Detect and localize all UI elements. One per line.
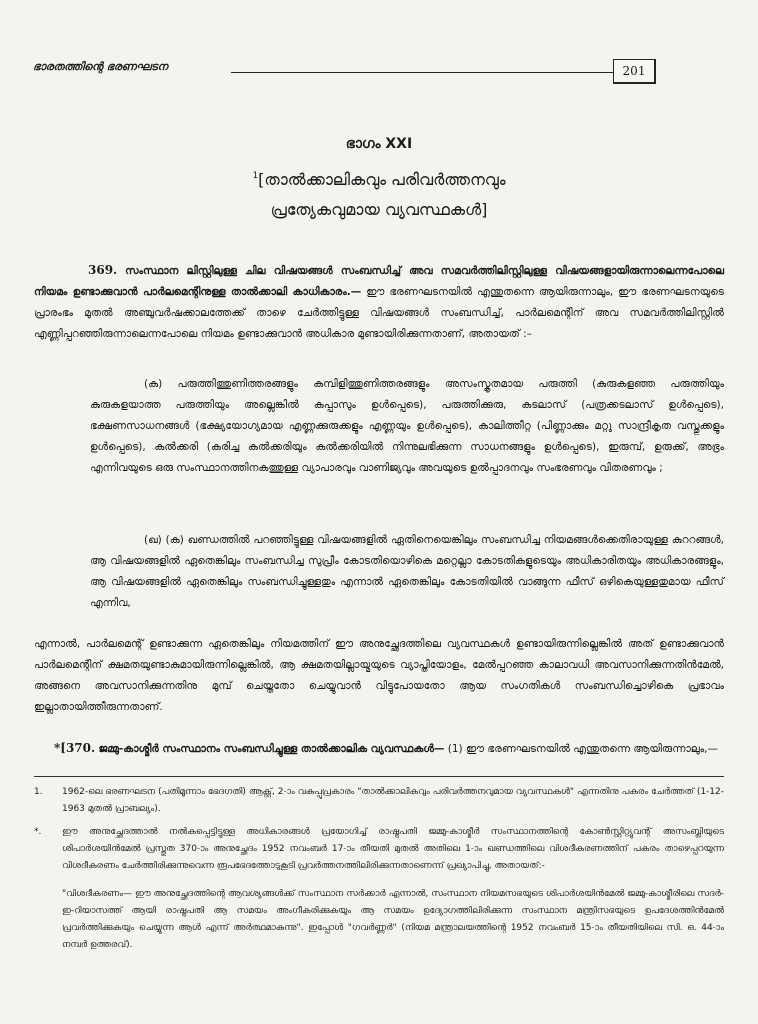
running-title: ഭാരതത്തിന്റെ ഭരണഘടന (33, 60, 168, 73)
running-header (33, 56, 663, 86)
footnote-1-mark: 1. (34, 787, 43, 797)
footnote-1-text: 1962-ലെ ഭരണഘടന (പതിമൂന്നാം ഭേദഗതി) ആക്റ്റ്, 2-ാം വകുപ്പുപ്രകാരം "താൽക്കാലികവും പരിവർത്തനവുമായ വ്യവസ്ഥകൾ" എന്നതിനു പകരം ചേർത്തത് (1-12-1963 മുതൽ പ്രാബല്യം). (62, 787, 724, 814)
footnote-explanation: "വിശദീകരണം— ഈ അനുച്ഛേദത്തിന്റെ ആവശ്യങ്ങൾക്ക് സംസ്ഥാന സർക്കാർ എന്നാൽ, സംസ്ഥാന നിയമസഭയുടെ ശിപാർശയിൻമേൽ ജമ്മു-കാശ്മീരിലെ സദർ-ഇ-റിയാസത്ത് ആയി രാഷ്ട്രപതി ആ സമയം അംഗീകരിക്കുകയും ആ സമയം ഉദ്യോഗത്തിലിരിക്കുന്ന സംസ്ഥാന മന്ത്രിസഭയുടെ ഉപദേശത്തിൻമേൽ പ്രവർത്തിക്കുകയും ചെയ്യുന്ന ആൾ എന്ന് അർത്ഥമാകുന്നു". ഇപ്പോൾ "ഗവർണ്ണർ" (നിയമ മന്ത്രാലയത്തിന്റെ 1952 നവംബർ 15-ാം തീയതിയിലെ സി. ഒ. 44-ാം നമ്പർ ഉത്തരവ്). (62, 889, 724, 950)
footnote-star-text: ഈ അനുച്ഛേദത്താൽ നൽകപ്പെട്ടിട്ടുള്ള അധികാരങ്ങൾ പ്രയോഗിച്ച് രാഷ്ട്രപതി ജമ്മു-കാശ്മീർ സംസ്ഥാനത്തിന്റെ കോൺസ്റ്റിറ്റ്യുവന്റ് അസംബ്ലിയുടെ ശിപാർശയിൻമേൽ പ്രസ്തുത 370-ാം അനുച്ഛേദം 1952 നവംബർ 17-ാം തീയതി മുതൽ അതിലെ 1-ാം ഖണ്ഡത്തിലെ വിശദീകരണത്തിന് പകരം താഴെപ്പറയുന്ന വിശദീകരണം ചേർത്തിരിക്കുന്നുവെന്ന രൂപഭേദത്തോടുകൂടി പ്രവർത്തനത്തിലിരിക്കുന്നതാണെന്ന് പ്രഖ്യാപിച്ചു, അതായത്:- (62, 827, 724, 871)
part-heading-line2: പ്രത്യേകവുമായ വ്യവസ്ഥകൾ] (270, 200, 488, 219)
article-370-text: (1) ഈ ഭരണഘടനയിൽ എന്തുതന്നെ ആയിരുന്നാലും,— (447, 743, 719, 755)
article-369-title: സംസ്ഥാന ലിസ്റ്റിലുള്ള ചില വിഷയങ്ങൾ സംബന്ധിച്ച് അവ സമവർത്തിലിസ്റ്റിലുള്ള വിഷയങ്ങളായിരുന്നാലെന്നപോലെ നിയമം ഉണ്ടാക്കുവാൻ പാർലമെന്റിനുള്ള താൽക്കാലി കാധികാരം.— (34, 265, 724, 298)
heading-line1-text: [താൽക്കാലികവും പരിവർത്തനവും (258, 170, 506, 189)
article-370-title: ജമ്മു-കാശ്മീർ സംസ്ഥാനം സംബന്ധിച്ചുള്ള താൽക്കാലിക വ്യവസ്ഥകൾ— (98, 743, 445, 755)
part-heading-line1 (0, 170, 758, 190)
clause-a: (ക) പരുത്തിത്തുണിത്തരങ്ങളും കമ്പിളിത്തുണിത്തരങ്ങളും അസംസ്കൃതമായ പരുത്തി (കുരുകളഞ്ഞ പരുത്തിയും കുരുകളയാത്ത പരുത്തിയും അല്ലെങ്കിൽ കപ്പാസും ഉൾപ്പെടെ), പരുത്തിക്കുരു, കടലാസ് (പത്രക്കടലാസ് ഉൾപ്പെടെ), ഭക്ഷണസാധനങ്ങൾ (ഭക്ഷ്യയോഗ്യമായ എണ്ണക്കുരുക്കളും എണ്ണയും ഉൾപ്പെടെ), കാലിത്തീറ്റ (പിണ്ണാക്കും മറ്റു സാന്ദ്രീകൃത വസ്തുക്കളും ഉൾപ്പെടെ), കൽക്കരി (കരിച്ച കൽക്കരിയും കൽക്കരിയിൽ നിന്നുലഭിക്കുന്ന സാധനങ്ങളും ഉൾപ്പെടെ), ഇരുമ്പ്, ഉരുക്ക്, അഭ്രം എന്നിവയുടെ ഒരു സംസ്ഥാനത്തിനകത്തുള്ള വ്യാപാരവും വാണിജ്യവും അവയുടെ ഉൽപ്പാദനവും സംഭരണവും വിതരണവും ; (90, 378, 724, 474)
footnote-star (34, 824, 724, 875)
article-370 (34, 738, 724, 760)
header-rule (231, 72, 613, 73)
clause-b: (ഖ) (ക) ഖണ്ഡത്തിൽ പറഞ്ഞിട്ടുള്ള വിഷയങ്ങളിൽ ഏതിനെയെങ്കിലും സംബന്ധിച്ച നിയമങ്ങൾക്കെതിരായുള്ള കുററങ്ങൾ, ആ വിഷയങ്ങളിൽ ഏതെങ്കിലും സംബന്ധിച്ച സുപ്രീം കോടതിയൊഴികെ മറ്റെല്ലാ കോടതികളുടെയും അധികാരിതയും അധികാരങ്ങളും, ആ വിഷയങ്ങളിൽ ഏതെങ്കിലും സംബന്ധിച്ചുള്ളതും എന്നാൽ ഏതെങ്കിലും കോടതിയിൽ വാങ്ങുന്ന ഫീസ് ഒഴികെയുള്ളതുമായ ഫീസ് എന്നിവ, (90, 534, 724, 609)
part-label: ഭാഗം XXI (345, 136, 413, 152)
footnote-1 (34, 784, 724, 818)
footnote-rule (34, 776, 724, 777)
article-370-number: *[370. (54, 741, 96, 755)
page-number: 201 (613, 59, 656, 84)
heading-footnote-ref: 1 (252, 171, 259, 181)
article-369-proviso: എന്നാൽ, പാർലമെന്റ് ഉണ്ടാക്കുന്ന ഏതെങ്കിലും നിയമത്തിന് ഈ അനുച്ഛേദത്തിലെ വ്യവസ്ഥകൾ ഉണ്ടായിരുന്നില്ലെങ്കിൽ അത് ഉണ്ടാക്കുവാൻ പാർലമെന്റിന് ക്ഷമതയുണ്ടാകുമായിരുന്നില്ലെങ്കിൽ, ആ ക്ഷമതയില്ലായ്മയുടെ വ്യാപ്തിയോളം, മേൽപ്പറഞ്ഞ കാലാവധി അവസാനിക്കുന്നതിൻമേൽ, അങ്ങനെ അവസാനിക്കുന്നതിനു മുമ്പ് ചെയ്തതോ ചെയ്യുവാൻ വിട്ടുപോയതോ ആയ സംഗതികൾ സംബന്ധിച്ചൊഴികെ പ്രഭാവം ഇല്ലാതായിത്തീരുന്നതാണ്. (34, 638, 724, 713)
article-369-intro (34, 260, 724, 345)
footnote-star-mark: *. (34, 827, 42, 837)
article-369-intro-text: ഈ ഭരണഘടനയിൽ എന്തുതന്നെ ആയിരുന്നാലും, ഈ ഭരണഘടനയുടെ പ്രാരംഭം മുതൽ അഞ്ചുവർഷക്കാലത്തേക്ക് താഴെ ചേർത്തിട്ടുള്ള വിഷയങ്ങൾ സംബന്ധിച്ച്, പാർലമെന്റിന് അവ സമവർത്തിലിസ്റ്റിൽ എണ്ണിപ്പറഞ്ഞിരുന്നാലെന്നപോലെ നിയമം ഉണ്ടാക്കുവാൻ അധികാര മുണ്ടായിരിക്കുന്നതാണ്, അതായത് :– (34, 286, 724, 340)
article-369-number: 369. (88, 263, 118, 277)
